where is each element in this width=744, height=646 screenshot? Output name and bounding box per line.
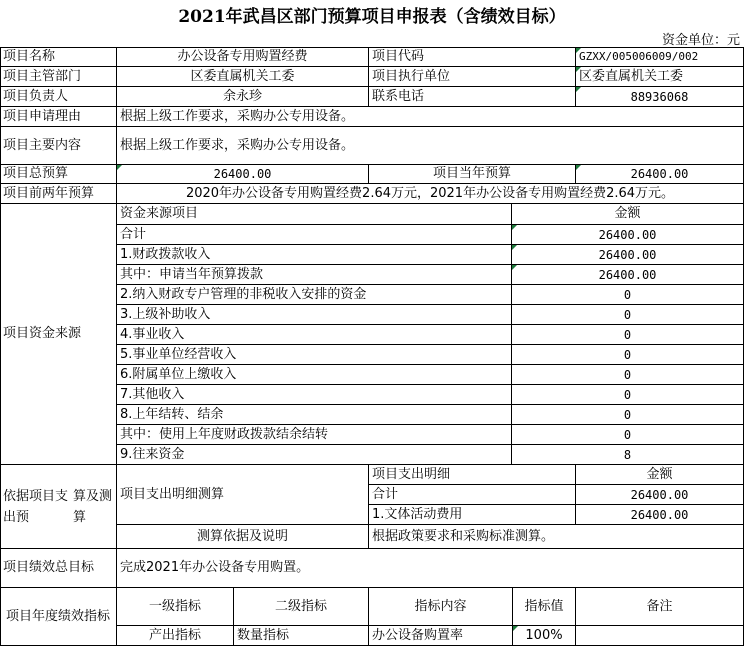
- indicator-content[interactable]: 办公设备购置率: [369, 626, 513, 646]
- label-reason: 项目申请理由: [0, 107, 117, 127]
- fund-source-amount[interactable]: 0: [512, 385, 744, 405]
- value-overall-goal[interactable]: 完成2021年办公设备专用购置。: [117, 549, 744, 588]
- indicator-value[interactable]: 100%: [513, 626, 576, 646]
- value-exec-unit[interactable]: 区委直属机关工委: [576, 67, 744, 87]
- label-basis-line2: 算及测算: [73, 488, 113, 525]
- fund-source-item: 3.上级补助收入: [117, 305, 512, 325]
- fund-source-amount[interactable]: 0: [512, 345, 744, 365]
- fund-source-item: 其中：使用上年度财政拨款结余结转: [117, 425, 512, 445]
- fund-source-item: 2.纳入财政专户管理的非税收入安排的资金: [117, 285, 512, 305]
- fund-source-amount[interactable]: 0: [512, 305, 744, 325]
- expense-item: 1.文体活动费用: [369, 505, 576, 525]
- fund-source-amount[interactable]: 8: [512, 445, 744, 465]
- fund-source-amount[interactable]: 0: [512, 405, 744, 425]
- label-exec-unit: 项目执行单位: [369, 67, 576, 87]
- fund-source-amount[interactable]: 0: [512, 365, 744, 385]
- fund-source-amount[interactable]: 0: [512, 285, 744, 305]
- fund-source-item: 4.事业收入: [117, 325, 512, 345]
- expense-header-amount: 金额: [576, 465, 744, 485]
- value-reason[interactable]: 根据上级工作要求，采购办公专用设备。: [117, 107, 744, 127]
- label-basis-line1: 依据项目支出预: [3, 488, 69, 525]
- fund-source-item: 9.往来资金: [117, 445, 512, 465]
- fund-source-item: 合计: [117, 225, 512, 245]
- label-content: 项目主要内容: [0, 127, 117, 165]
- label-overall-goal: 项目绩效总目标: [0, 549, 117, 588]
- label-annual-goal: [0, 588, 117, 646]
- fund-source-item: 8.上年结转、结余: [117, 405, 512, 425]
- label-annual-goal-line1: 项目年度绩效指: [5, 609, 97, 624]
- fund-source-amount[interactable]: 26400.00: [512, 245, 744, 265]
- expense-amount[interactable]: 26400.00: [576, 485, 744, 505]
- fund-source-item: 其中：申请当年预算拨款: [117, 265, 512, 285]
- label-detail-calc: 项目支出明细测算: [117, 465, 369, 525]
- label-current-budget: 项目当年预算: [369, 165, 576, 184]
- label-prev-budget: 项目前两年预算: [0, 184, 117, 204]
- value-project-code[interactable]: GZXX/005006009/002: [576, 48, 744, 67]
- fund-source-amount[interactable]: 0: [512, 425, 744, 445]
- fund-source-header-item: 资金来源项目: [117, 204, 512, 225]
- value-prev-budget[interactable]: 2020年办公设备专用购置经费2.64万元，2021年办公设备专用购置经费2.64万元。: [117, 184, 744, 204]
- expense-header-item: 项目支出明细: [369, 465, 576, 485]
- indicator-header-note: 备注: [576, 588, 744, 626]
- indicator-header-level1: 一级指标: [117, 588, 234, 626]
- value-dept[interactable]: 区委直属机关工委: [117, 67, 369, 87]
- label-annual-goal-line2: 标: [97, 609, 111, 624]
- fund-source-item: 5.事业单位经营收入: [117, 345, 512, 365]
- fund-source-amount[interactable]: 26400.00: [512, 265, 744, 285]
- currency-unit: 资金单位：元: [661, 32, 740, 48]
- expense-amount[interactable]: 26400.00: [576, 505, 744, 525]
- label-owner: 项目负责人: [0, 87, 117, 107]
- value-calc-basis[interactable]: 根据政策要求和采购标准测算。: [369, 525, 744, 549]
- fund-source-item: 7.其他收入: [117, 385, 512, 405]
- indicator-header-content: 指标内容: [369, 588, 513, 626]
- value-owner[interactable]: 余永珍: [117, 87, 369, 107]
- value-content[interactable]: 根据上级工作要求，采购办公专用设备。: [117, 127, 744, 165]
- indicator-level1[interactable]: 产出指标: [117, 626, 234, 646]
- value-current-budget[interactable]: 26400.00: [576, 165, 744, 184]
- label-basis: [0, 465, 117, 549]
- fund-source-header-amount: 金额: [512, 204, 744, 225]
- fund-source-amount[interactable]: 26400.00: [512, 225, 744, 245]
- value-total-budget[interactable]: 26400.00: [117, 165, 369, 184]
- label-project-name: 项目名称: [0, 48, 117, 67]
- label-dept: 项目主管部门: [0, 67, 117, 87]
- indicator-note[interactable]: [576, 626, 744, 646]
- fund-source-item: 1.财政拨款收入: [117, 245, 512, 265]
- indicator-level2[interactable]: 数量指标: [234, 626, 369, 646]
- fund-source-item: 6.附属单位上缴收入: [117, 365, 512, 385]
- label-fund-source: 项目资金来源: [0, 204, 117, 465]
- label-project-code: 项目代码: [369, 48, 576, 67]
- value-phone[interactable]: 88936068: [576, 87, 744, 107]
- sheet-title: 2021年武昌区部门预算项目申报表（含绩效目标）: [178, 6, 566, 27]
- label-total-budget: 项目总预算: [0, 165, 117, 184]
- indicator-header-value: 指标值: [513, 588, 576, 626]
- fund-source-amount[interactable]: 0: [512, 325, 744, 345]
- label-phone: 联系电话: [369, 87, 576, 107]
- indicator-header-level2: 二级指标: [234, 588, 369, 626]
- expense-item: 合计: [369, 485, 576, 505]
- value-project-name[interactable]: 办公设备专用购置经费: [117, 48, 369, 67]
- label-calc-basis: 测算依据及说明: [117, 525, 369, 549]
